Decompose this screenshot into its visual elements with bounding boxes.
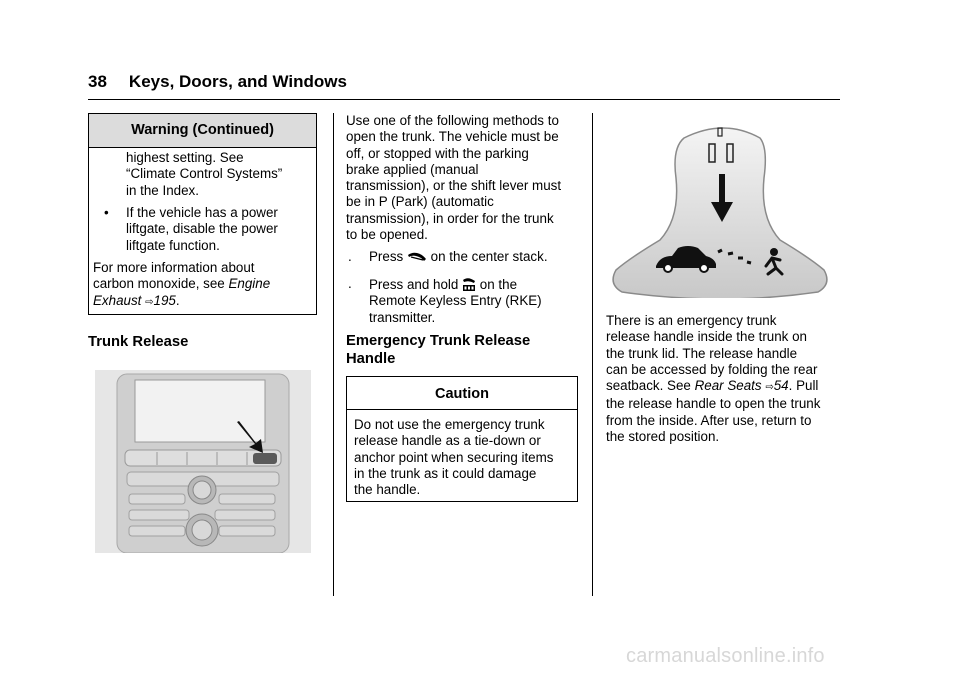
text-line: “Climate Control Systems” xyxy=(126,166,283,182)
bullet-mark: . xyxy=(348,249,352,264)
text-span: . Pull xyxy=(788,378,819,394)
center-stack-illustration xyxy=(95,370,311,553)
text-line: from the inside. After use, return to xyxy=(606,412,812,428)
page-header xyxy=(88,72,347,92)
text-line: There is an emergency trunk xyxy=(606,313,777,328)
emergency-handle-illustration xyxy=(612,118,832,298)
trunk-open-icon xyxy=(407,251,427,264)
column-divider-right xyxy=(592,113,593,596)
text-line: If the vehicle has a power xyxy=(126,205,278,220)
text-line: release handle inside the trunk on xyxy=(606,329,807,345)
text-line: Remote Keyless Entry (RKE) xyxy=(369,293,542,309)
bullet-mark: . xyxy=(348,276,352,291)
text-line: anchor point when securing items xyxy=(354,449,554,465)
text-span: Press and hold xyxy=(369,277,463,292)
text-line: off, or stopped with the parking xyxy=(346,145,529,161)
text-span: on the center stack. xyxy=(426,249,548,264)
text-line xyxy=(93,276,270,292)
page-ref-arrow-icon: ⇨ xyxy=(765,382,774,394)
caution-box xyxy=(346,376,578,502)
warning-heading: Warning (Continued) xyxy=(89,114,316,148)
warning-continued-text xyxy=(126,150,282,199)
text-line: can be accessed by folding the rear xyxy=(606,361,818,377)
text-line: transmission), in order for the trunk xyxy=(346,210,554,226)
text-line: be in P (Park) (automatic xyxy=(346,194,494,210)
page-ref-number: 195 xyxy=(153,292,176,308)
text-line: transmission), or the shift lever must xyxy=(346,178,562,194)
page-number: 38 xyxy=(88,72,107,91)
text-span: . xyxy=(175,292,180,308)
text-span: on the xyxy=(476,277,518,292)
text-line: open the trunk. The vehicle must be xyxy=(346,129,559,145)
bullet-press-hold-rke xyxy=(369,276,542,326)
emergency-release-heading xyxy=(346,332,530,368)
text-line: the handle. xyxy=(354,482,421,498)
trunk-release-heading: Trunk Release xyxy=(88,334,189,350)
text-span: seatback. See xyxy=(606,378,695,394)
watermark: carmanualsonline.info xyxy=(626,645,825,667)
text-line xyxy=(606,378,820,396)
text-line: For more information about xyxy=(93,260,255,275)
text-line: in the trunk as it could damage xyxy=(354,465,537,481)
text-span: carbon monoxide, see xyxy=(93,276,229,292)
text-line: the stored position. xyxy=(606,429,720,445)
text-line xyxy=(93,293,270,311)
caution-heading: Caution xyxy=(347,377,577,410)
text-line: the release handle to open the trunk xyxy=(606,396,821,412)
text-line: brake applied (manual xyxy=(346,161,479,177)
header-rule xyxy=(88,99,840,100)
text-line: liftgate function. xyxy=(126,237,220,253)
page-ref-number: 54 xyxy=(773,378,789,394)
text-span: Press xyxy=(369,249,407,264)
heading-line: Handle xyxy=(346,351,396,367)
engine-exhaust-link-b[interactable]: Exhaust xyxy=(93,292,142,308)
text-line xyxy=(369,276,542,293)
text-line: transmitter. xyxy=(369,309,436,325)
heading-line: Emergency Trunk Release xyxy=(346,333,531,349)
emergency-handle-paragraph xyxy=(606,313,820,445)
trunk-release-button-icon xyxy=(253,453,277,464)
text-line: release handle as a tie-down or xyxy=(354,433,541,449)
warning-more-info xyxy=(93,260,270,311)
warning-bullet-mark: • xyxy=(104,205,109,220)
trunk-hold-icon xyxy=(462,276,476,292)
trunk-intro-paragraph xyxy=(346,113,561,243)
text-line: to be opened. xyxy=(346,227,428,243)
engine-exhaust-link-a[interactable]: Engine xyxy=(228,276,271,292)
rear-seats-link[interactable]: Rear Seats xyxy=(694,378,762,394)
page-ref-arrow-icon: ⇨ xyxy=(145,296,154,308)
text-line: Use one of the following methods to xyxy=(346,113,559,128)
text-line: highest setting. See xyxy=(126,150,244,165)
text-line: liftgate, disable the power xyxy=(126,221,278,237)
text-line: Do not use the emergency trunk xyxy=(354,417,545,432)
column-divider-left xyxy=(333,113,334,596)
chapter-title: Keys, Doors, and Windows xyxy=(128,72,347,91)
warning-bullet-text xyxy=(126,205,278,254)
text-line: the trunk lid. The release handle xyxy=(606,345,798,361)
bullet-press-center-stack xyxy=(369,249,548,265)
text-line: in the Index. xyxy=(126,182,199,198)
caution-text xyxy=(347,410,577,498)
